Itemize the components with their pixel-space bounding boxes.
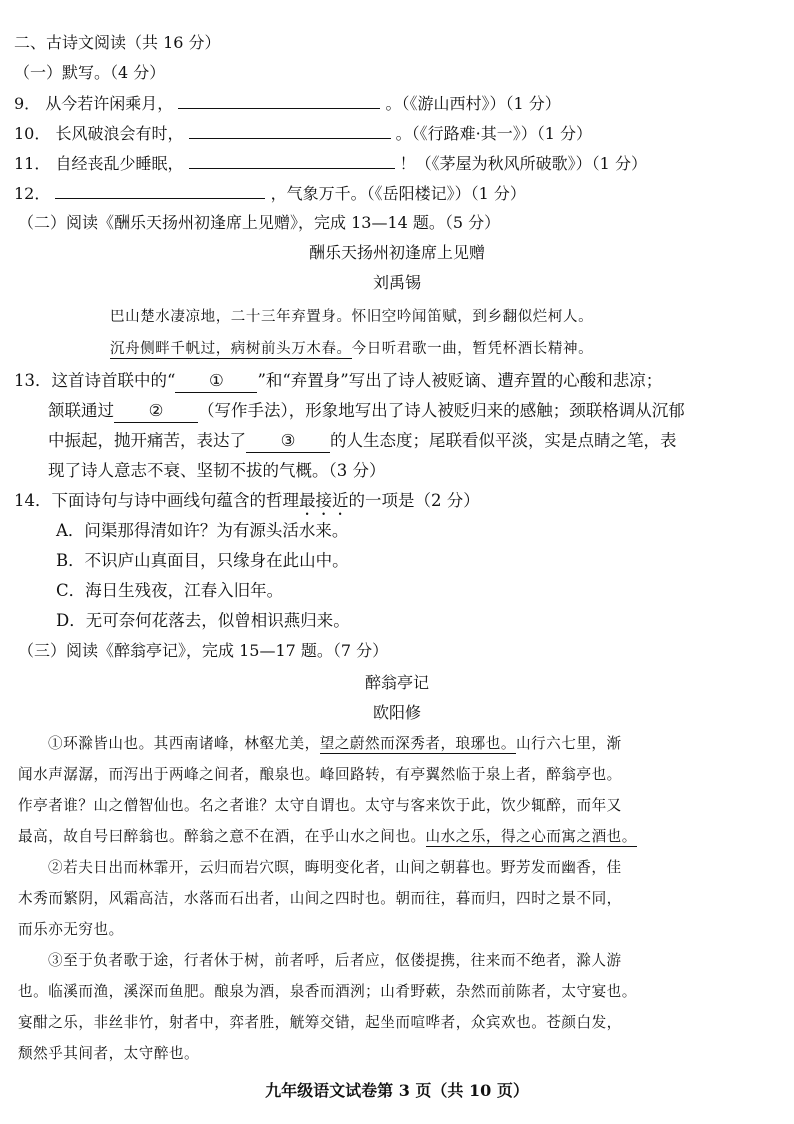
question-number: 13．	[14, 371, 52, 390]
essay-text: 最高，故自号曰醉翁也。醉翁之意不在酒，在乎山水之间也。	[18, 828, 426, 845]
answer-blank	[178, 92, 380, 109]
question-13-line-3	[48, 430, 677, 453]
poem-line-2-rest: 今日听君歌一曲，暂凭杯酒长精神。	[351, 341, 594, 357]
option-a: A．问渠那得清如许？为有源头活水来。	[56, 521, 349, 540]
question-text: 中振起，抛开痛苦，表达了	[48, 431, 246, 450]
emphasized-text: 最接近	[299, 491, 349, 510]
question-text: （写作手法），形象地写出了诗人被贬归来的感触；颈联格调从沉郁	[198, 401, 685, 420]
question-number: 11．	[14, 154, 51, 173]
essay-p1-line-3: 作亭者谁？山之僧智仙也。名之者谁？太守自谓也。太守与客来饮于此，饮少辄醉，而年又	[18, 797, 622, 814]
essay-author: 欧阳修	[372, 703, 421, 722]
underlined-sentence: 望之蔚然而深秀者，琅琊也。	[319, 735, 516, 752]
question-text: 的一项是（2 分）	[348, 491, 480, 510]
essay-text: 山行六七里，渐	[515, 735, 622, 752]
question-12	[14, 182, 526, 205]
question-13-line-2	[48, 400, 685, 423]
question-13-line-4: 现了诗人意志不衰、坚韧不拔的气概。（3 分）	[48, 461, 386, 480]
essay-p2-line-3: 而乐亦无穷也。	[18, 921, 124, 938]
option-d: D．无可奈何花落去，似曾相识燕归来。	[56, 611, 350, 630]
essay-p2-line-1: ②若夫日出而林霏开，云归而岩穴暝，晦明变化者，山间之朝暮也。野芳发而幽香，佳	[48, 859, 622, 876]
essay-p3-line-4: 颓然乎其间者，太守醉也。	[18, 1045, 200, 1062]
underlined-poem-line: 沉舟侧畔千帆过，病树前头万木春。	[110, 341, 352, 357]
answer-blank-3: ③	[246, 430, 330, 453]
question-10	[14, 122, 592, 145]
question-14	[14, 490, 480, 519]
essay-title: 醉翁亭记	[364, 673, 429, 692]
question-source: 。（《行路难·其一》）（1 分）	[395, 124, 593, 143]
poem-line-1: 巴山楚水凄凉地，二十三年弃置身。怀旧空吟闻笛赋，到乡翻似烂柯人。	[110, 309, 594, 325]
question-text: ”和“弃置身”写出了诗人被贬谪、遭弃置的心酸和悲凉；	[257, 371, 663, 390]
page-footer: 九年级语文试卷第 3 页（共 10 页）	[265, 1081, 529, 1100]
section-title: 二、古诗文阅读（共 16 分）	[14, 33, 221, 52]
option-b: B．不识庐山真面目，只缘身在此山中。	[56, 551, 349, 570]
question-source: ，气象万千。（《岳阳楼记》）（1 分）	[270, 184, 526, 203]
answer-blank-1: ①	[175, 370, 257, 393]
poem-author: 刘禹锡	[372, 273, 421, 292]
poem-title: 酬乐天扬州初逢席上见赠	[308, 243, 485, 262]
essay-p2-line-2: 木秀而繁阴，风霜高洁，水落而石出者，山间之四时也。朝而往，暮而归，四时之景不同，	[18, 890, 622, 907]
question-number: 9．	[14, 94, 41, 113]
question-text: 从今若许闲乘月，	[45, 94, 174, 113]
essay-p1-line-1	[48, 733, 622, 755]
poem-line-2	[110, 338, 593, 360]
question-text: 这首诗首联中的“	[51, 371, 176, 390]
essay-p3-line-1: ③至于负者歌于途，行者休于树，前者呼，后者应，伛偻提携，往来而不绝者，滁人游	[48, 952, 622, 969]
part1-title: （一）默写。（4 分）	[14, 63, 166, 82]
question-number: 12．	[14, 184, 51, 203]
question-text: 的人生态度；尾联看似平淡，实是点睛之笔，表	[330, 431, 677, 450]
answer-blank	[189, 122, 391, 139]
underlined-sentence: 山水之乐，得之心而寓之酒也。	[425, 828, 637, 845]
question-text: 长风破浪会有时，	[55, 124, 184, 143]
essay-text: ①环滁皆山也。其西南诸峰，林壑尤美，	[48, 735, 320, 752]
answer-blank-2: ②	[114, 400, 198, 423]
question-source: ！（《茅屋为秋风所破歌》）（1 分）	[399, 154, 647, 173]
part3-title: （三）阅读《醉翁亭记》，完成 15—17 题。（7 分）	[18, 641, 389, 660]
question-text: 自经丧乱少睡眠，	[55, 154, 184, 173]
question-text: 下面诗句与诗中画线句蕴含的哲理	[51, 491, 299, 510]
essay-p3-line-3: 宴酣之乐，非丝非竹，射者中，弈者胜，觥筹交错，起坐而喧哗者，众宾欢也。苍颜白发，	[18, 1014, 622, 1031]
essay-p1-line-4	[18, 826, 637, 848]
question-11	[14, 152, 647, 175]
question-number: 14．	[14, 491, 52, 510]
question-9	[14, 92, 561, 115]
essay-p3-line-2: 也。临溪而渔，溪深而鱼肥。酿泉为酒，泉香而酒洌；山肴野蔌，杂然而前陈者，太守宴也。	[18, 983, 637, 1000]
essay-p1-line-2: 闻水声潺潺，而泻出于两峰之间者，酿泉也。峰回路转，有亭翼然临于泉上者，醉翁亭也。	[18, 766, 622, 783]
question-source: 。（《游山西村》）（1 分）	[385, 94, 561, 113]
answer-blank	[189, 152, 395, 169]
part2-title: （二）阅读《酬乐天扬州初逢席上见赠》，完成 13—14 题。（5 分）	[18, 213, 501, 232]
question-number: 10．	[14, 124, 51, 143]
option-c: C．海日生残夜，江春入旧年。	[56, 581, 284, 600]
question-13-line-1	[14, 370, 662, 393]
question-text: 颔联通过	[48, 401, 114, 420]
answer-blank	[55, 182, 265, 199]
